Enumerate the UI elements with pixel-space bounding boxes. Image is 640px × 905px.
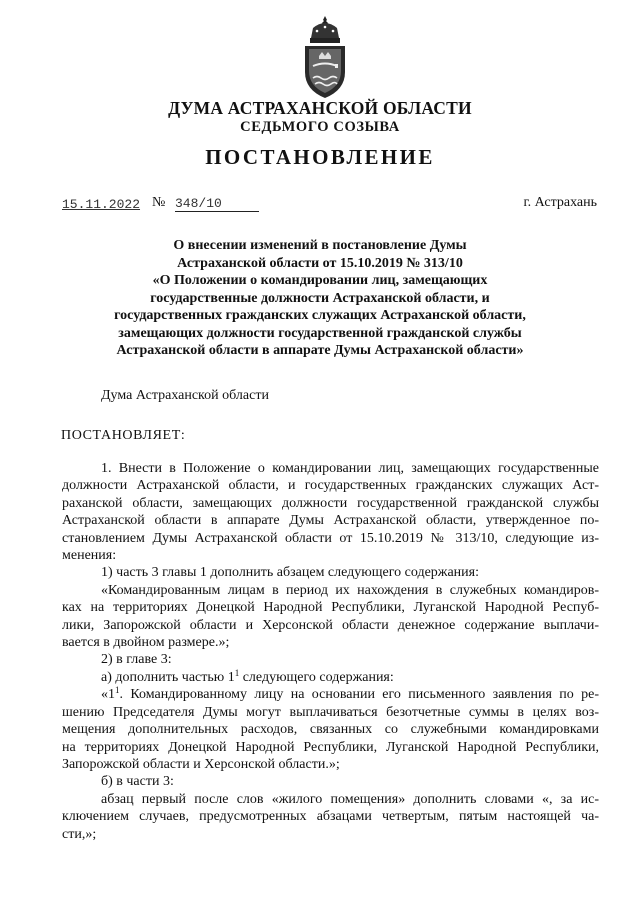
body-line: раханской области, замещающих должности государственной гражданской службы (62, 495, 599, 511)
body-line (62, 669, 599, 686)
title-line: «О Положении о командировании лиц, замещающих (152, 273, 488, 288)
issuer-line: Дума Астраханской области (101, 388, 269, 403)
body-line: абзац первый после слов «жилого помещения» дополнить словами «, за ис- (101, 791, 599, 807)
body-text: «1 (101, 687, 115, 703)
body-line: 1. Внести в Положение о командировании лиц, замещающих государственные (101, 461, 599, 476)
body-line: ключением случаев, предусмотренных абзацами четвертым, пятым настоящей ча- (62, 809, 599, 825)
body-line: Запорожской области и Херсонской области.»; (62, 756, 340, 772)
superscript: 1 (234, 667, 240, 678)
superscript: 1 (115, 685, 120, 696)
body-line: б) в части 3: (101, 774, 174, 790)
body-line: Астраханской области в аппарате Думы Астраханской области, утвержденное по- (62, 513, 599, 529)
document-type: ПОСТАНОВЛЕНИЕ (205, 145, 435, 169)
title-line: Астраханской области от 15.10.2019 № 313/10 (177, 255, 463, 271)
title-line: Астраханской области в аппарате Думы Астраханской области» (116, 343, 524, 358)
body-line: становлением Думы Астраханской области от 15.10.2019 № 313/10, следующие из- (62, 530, 599, 546)
title-line: государственные должности Астраханской области, и (150, 290, 490, 306)
body-line: «Командированным лицам в период их нахождения в служебных командиров- (101, 582, 599, 598)
body-line: шению Председателя Думы могут выплачиваться безотчетные суммы в целях воз- (62, 704, 599, 720)
coat-of-arms-icon (299, 14, 351, 100)
resolves-heading: ПОСТАНОВЛЯЕТ: (61, 428, 186, 443)
title-line: О внесении изменений в постановление Думы (173, 238, 467, 253)
document-date: 15.11.2022 (62, 197, 141, 212)
number-sign: № (152, 195, 166, 210)
body-line (62, 686, 599, 703)
title-line: государственных гражданских служащих Астраханской области, (114, 308, 526, 323)
document-city: г. Астрахань (523, 195, 597, 210)
body-line: мещения дополнительных расходов, связанных со служебными командировками (62, 722, 599, 738)
document-title (60, 237, 580, 360)
body-text: а) дополнить частью 1 (101, 669, 235, 685)
body-line: вается в двойном размере.»; (62, 635, 230, 651)
document-number: 348/10 (175, 197, 259, 212)
body-line: 2) в главе 3: (101, 652, 172, 668)
convocation: СЕДЬМОГО СОЗЫВА (240, 119, 400, 135)
body-line: 1) часть 3 главы 1 дополнить абзацем следующего содержания: (101, 565, 479, 581)
body-text: . Командированному лицу на основании его письменного заявления по ре- (119, 687, 599, 703)
organization-name: ДУМА АСТРАХАНСКОЙ ОБЛАСТИ (168, 98, 472, 118)
body-line: ках на территориях Донецкой Народной Республики, Луганской Народной Респуб- (62, 600, 599, 616)
body-line: на территориях Донецкой Народной Республики, Луганской Народной Республики, (62, 739, 599, 755)
title-line: замещающих должности государственной гражданской службы (118, 325, 522, 341)
body-line: должности Астраханской области, и государственных гражданских служащих Аст- (62, 478, 599, 494)
body-text: следующего содержания: (239, 669, 394, 685)
body-line: менения: (62, 548, 117, 564)
body-line: лики, Запорожской области и Херсонской области денежное содержание выплачи- (62, 617, 599, 633)
document-body (62, 460, 599, 843)
body-line: сти,»; (62, 826, 97, 842)
